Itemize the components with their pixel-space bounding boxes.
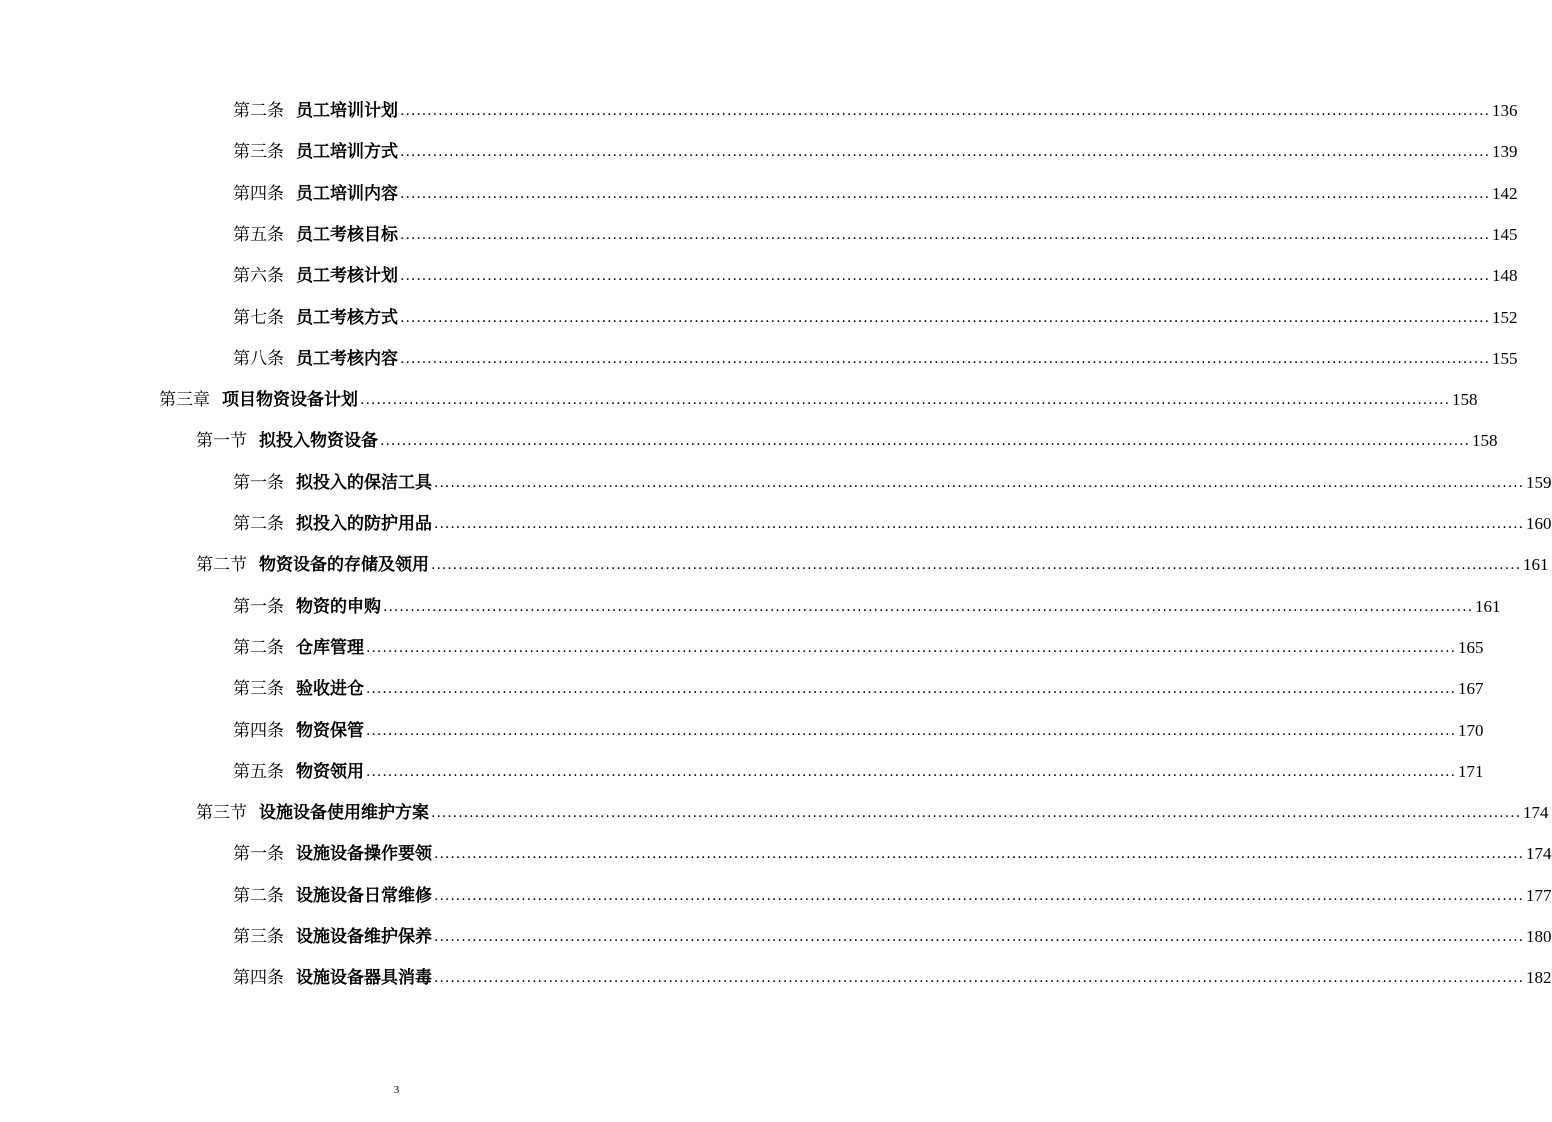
toc-leader-dots: ........................................................................................................................................................................................................: [434, 846, 1525, 862]
toc-leader-dots: ........................................................................................................................................................................................................: [400, 227, 1491, 243]
toc-entry-number: 第七条: [233, 308, 284, 328]
toc-entry-title: 员工培训方式: [296, 142, 398, 162]
toc-leader-dots: ........................................................................................................................................................................................................: [434, 970, 1525, 986]
toc-entry-number: 第五条: [233, 762, 284, 782]
toc-entry-article[interactable]: [233, 712, 1484, 742]
toc-entry-article[interactable]: [233, 629, 1484, 659]
toc-entry-number: 第四条: [233, 968, 284, 988]
toc-entry-article[interactable]: [233, 588, 1501, 618]
toc-entry-number: 第一节: [196, 431, 247, 451]
toc-entry-article[interactable]: [233, 918, 1552, 948]
toc-entry-page: 180: [1526, 927, 1552, 946]
toc-entry-section[interactable]: [196, 794, 1549, 824]
toc-leader-dots: ........................................................................................................................................................................................................: [366, 681, 1457, 697]
page-number: 3: [393, 1084, 400, 1096]
toc-entry-article[interactable]: [233, 133, 1518, 163]
toc-entry-title: 员工考核计划: [296, 266, 398, 286]
toc-entry-page: 174: [1526, 844, 1552, 863]
toc-entry-number: 第三章: [159, 390, 210, 410]
toc-entry-page: 136: [1492, 101, 1518, 120]
toc-entry-page: 177: [1526, 886, 1552, 905]
toc-entry-article[interactable]: [233, 670, 1484, 700]
toc-entry-number: 第二条: [233, 514, 284, 534]
toc-leader-dots: ........................................................................................................................................................................................................: [434, 888, 1525, 904]
toc-entry-number: 第八条: [233, 349, 284, 369]
toc-entry-chapter[interactable]: [159, 381, 1478, 411]
toc-entry-article[interactable]: [233, 877, 1552, 907]
toc-entry-number: 第一条: [233, 473, 284, 493]
toc-entry-title: 拟投入物资设备: [259, 431, 378, 451]
toc-entry-number: 第二条: [233, 101, 284, 121]
toc-leader-dots: ........................................................................................................................................................................................................: [400, 186, 1491, 202]
toc-leader-dots: ........................................................................................................................................................................................................: [383, 599, 1474, 615]
toc-leader-dots: ........................................................................................................................................................................................................: [366, 723, 1457, 739]
toc-leader-dots: ........................................................................................................................................................................................................: [434, 516, 1525, 532]
toc-entry-page: 158: [1472, 431, 1498, 450]
toc-entry-title: 验收进仓: [296, 679, 364, 699]
toc-entry-section[interactable]: [196, 422, 1498, 452]
toc-entry-page: 145: [1492, 225, 1518, 244]
toc-entry-number: 第三条: [233, 679, 284, 699]
toc-leader-dots: ........................................................................................................................................................................................................: [431, 557, 1522, 573]
toc-entry-article[interactable]: [233, 505, 1552, 535]
toc-entry-number: 第二条: [233, 886, 284, 906]
toc-leader-dots: ........................................................................................................................................................................................................: [366, 764, 1457, 780]
toc-entry-number: 第一条: [233, 844, 284, 864]
toc-entry-page: 158: [1452, 390, 1478, 409]
toc-entry-page: 159: [1526, 473, 1552, 492]
toc-entry-title: 项目物资设备计划: [222, 390, 358, 410]
toc-leader-dots: ........................................................................................................................................................................................................: [431, 805, 1522, 821]
toc-leader-dots: ........................................................................................................................................................................................................: [360, 392, 1451, 408]
toc-entry-page: 165: [1458, 638, 1484, 657]
toc-entry-title: 物资保管: [296, 721, 364, 741]
toc-entry-title: 物资的申购: [296, 597, 381, 617]
toc-entry-title: 员工培训计划: [296, 101, 398, 121]
toc-entry-number: 第三节: [196, 803, 247, 823]
toc-entry-page: 167: [1458, 679, 1484, 698]
toc-entry-page: 152: [1492, 308, 1518, 327]
toc-entry-section[interactable]: [196, 546, 1549, 576]
toc-entry-title: 设施设备操作要领: [296, 844, 432, 864]
toc-entry-title: 仓库管理: [296, 638, 364, 658]
toc-entry-page: 171: [1458, 762, 1484, 781]
toc-entry-number: 第二节: [196, 555, 247, 575]
toc-entry-article[interactable]: [233, 959, 1552, 989]
toc-entry-number: 第四条: [233, 184, 284, 204]
toc-entry-page: 139: [1492, 142, 1518, 161]
toc-entry-title: 物资设备的存储及领用: [259, 555, 429, 575]
toc-entry-article[interactable]: [233, 216, 1518, 246]
toc-entry-title: 拟投入的防护用品: [296, 514, 432, 534]
toc-entry-article[interactable]: [233, 753, 1484, 783]
toc-entry-title: 员工考核目标: [296, 225, 398, 245]
toc-entry-title: 员工培训内容: [296, 184, 398, 204]
toc-entry-page: 161: [1475, 597, 1501, 616]
toc-entry-page: 174: [1523, 803, 1549, 822]
toc-leader-dots: ........................................................................................................................................................................................................: [366, 640, 1457, 656]
toc-entry-article[interactable]: [233, 340, 1518, 370]
toc-leader-dots: ........................................................................................................................................................................................................: [400, 310, 1491, 326]
toc-entry-number: 第二条: [233, 638, 284, 658]
toc-entry-title: 物资领用: [296, 762, 364, 782]
toc-entry-number: 第四条: [233, 721, 284, 741]
toc-leader-dots: ........................................................................................................................................................................................................: [434, 475, 1525, 491]
toc-leader-dots: ........................................................................................................................................................................................................: [434, 929, 1525, 945]
toc-entry-number: 第三条: [233, 142, 284, 162]
toc-leader-dots: ........................................................................................................................................................................................................: [400, 103, 1491, 119]
toc-entry-article[interactable]: [233, 464, 1552, 494]
toc-entry-title: 员工考核内容: [296, 349, 398, 369]
toc-entry-page: 155: [1492, 349, 1518, 368]
toc-entry-article[interactable]: [233, 299, 1518, 329]
toc-leader-dots: ........................................................................................................................................................................................................: [380, 433, 1471, 449]
toc-leader-dots: ........................................................................................................................................................................................................: [400, 351, 1491, 367]
toc-entry-article[interactable]: [233, 257, 1518, 287]
toc-entry-page: 160: [1526, 514, 1552, 533]
toc-entry-number: 第五条: [233, 225, 284, 245]
toc-entry-number: 第六条: [233, 266, 284, 286]
toc-entry-article[interactable]: [233, 92, 1518, 122]
toc-entry-article[interactable]: [233, 175, 1518, 205]
toc-entry-title: 设施设备使用维护方案: [259, 803, 429, 823]
toc-entry-article[interactable]: [233, 835, 1552, 865]
toc-entry-page: 148: [1492, 266, 1518, 285]
toc-entry-title: 拟投入的保洁工具: [296, 473, 432, 493]
toc-entry-title: 员工考核方式: [296, 308, 398, 328]
toc-entry-page: 142: [1492, 184, 1518, 203]
toc-entry-title: 设施设备器具消毒: [296, 968, 432, 988]
toc-entry-page: 170: [1458, 721, 1484, 740]
toc-entry-page: 161: [1523, 555, 1549, 574]
toc-leader-dots: ........................................................................................................................................................................................................: [400, 144, 1491, 160]
toc-entry-page: 182: [1526, 968, 1552, 987]
toc-entry-title: 设施设备维护保养: [296, 927, 432, 947]
toc-leader-dots: ........................................................................................................................................................................................................: [400, 268, 1491, 284]
toc-entry-number: 第一条: [233, 597, 284, 617]
toc-entry-title: 设施设备日常维修: [296, 886, 432, 906]
toc-entry-number: 第三条: [233, 927, 284, 947]
